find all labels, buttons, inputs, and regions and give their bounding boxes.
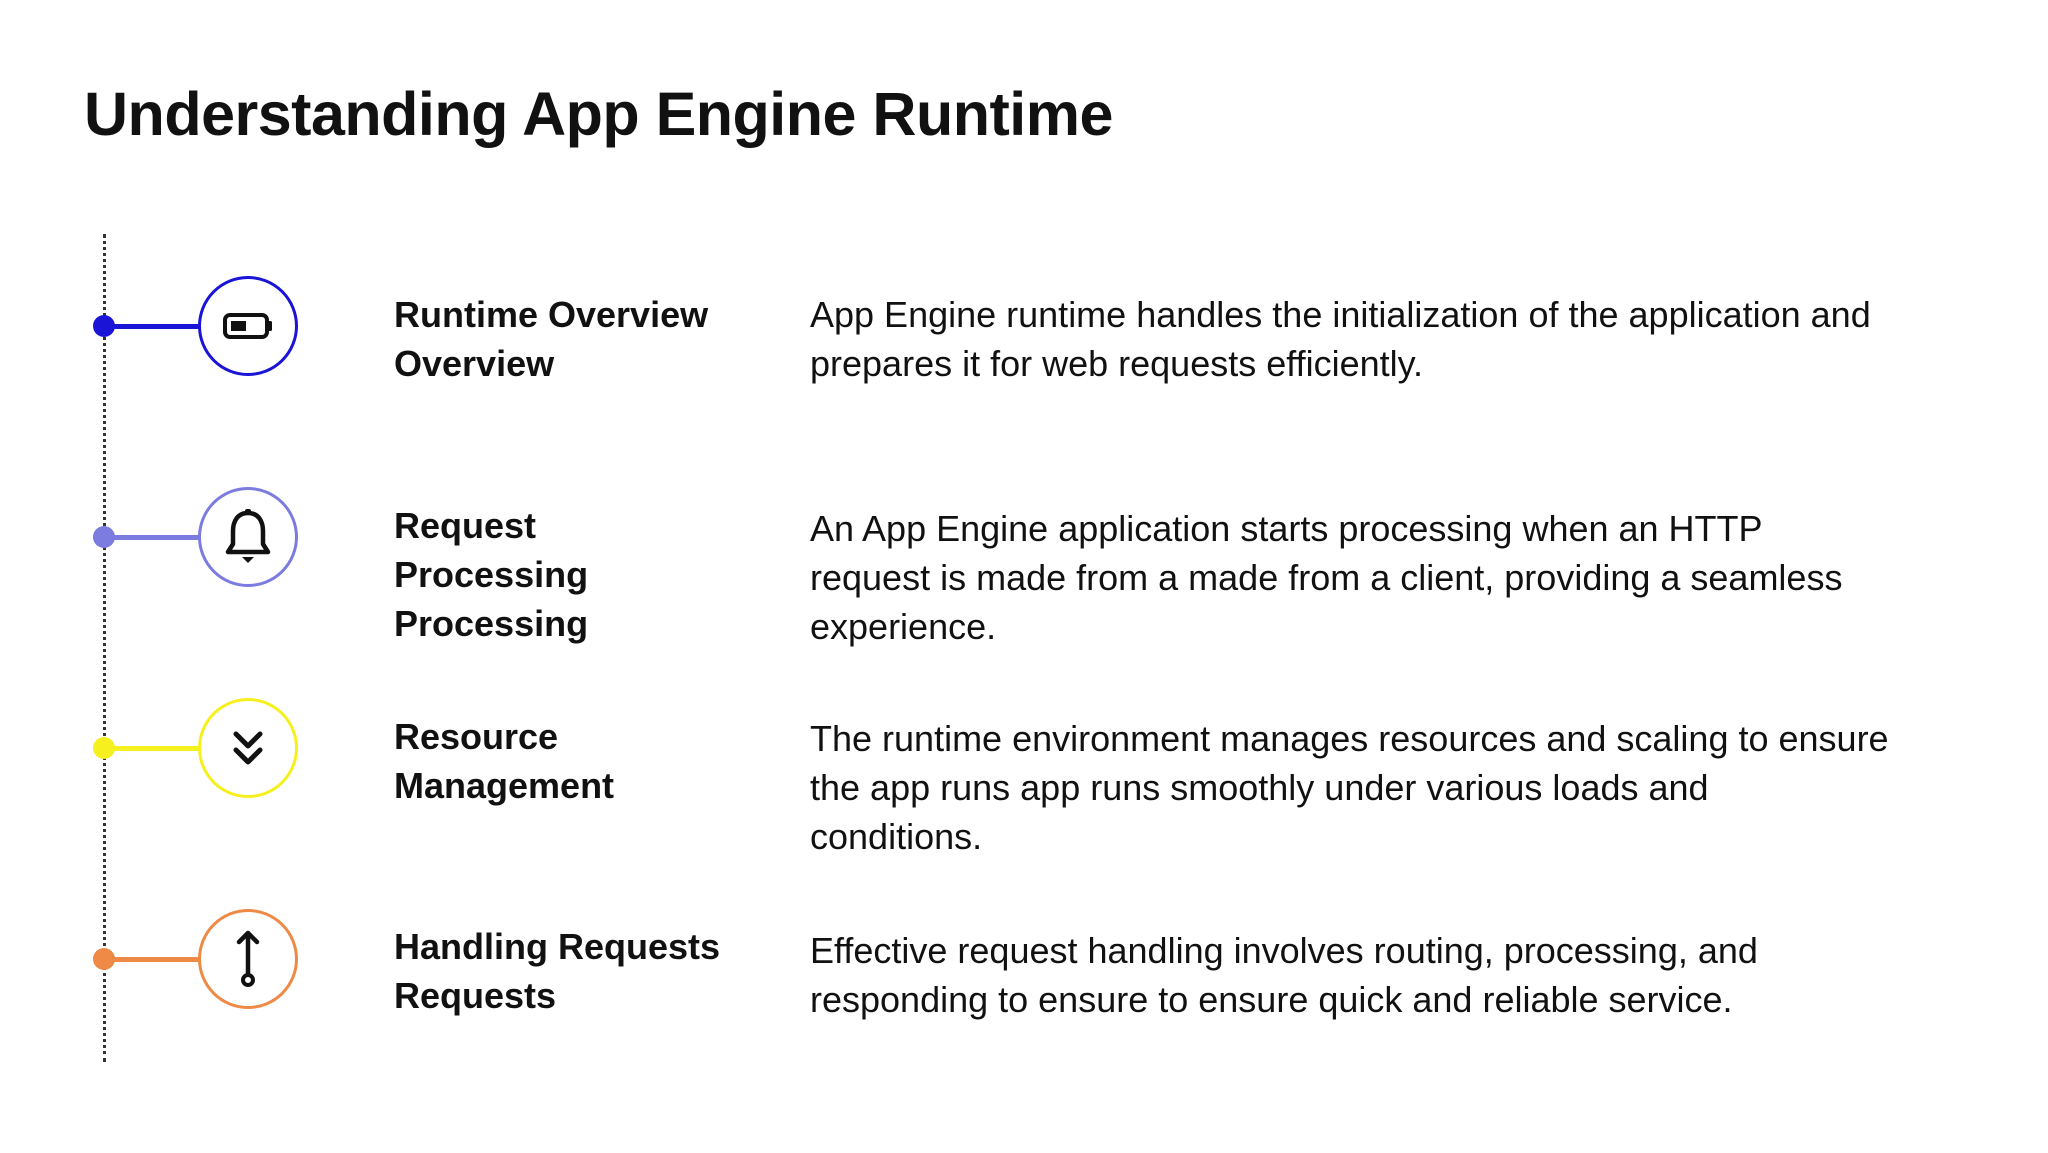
step-2-icon-circle bbox=[198, 487, 298, 587]
double-chevron-down-icon bbox=[230, 728, 266, 768]
step-4-connector bbox=[104, 957, 200, 962]
step-1-icon-circle bbox=[198, 276, 298, 376]
step-1-connector bbox=[104, 324, 200, 329]
step-3-connector bbox=[104, 746, 200, 751]
step-3-dot bbox=[93, 737, 115, 759]
step-3-description: The runtime environment manages resources and scaling to ensure the app runs app runs smoothly under various loads and conditions. bbox=[810, 718, 1889, 857]
step-2-connector bbox=[104, 535, 200, 540]
battery-icon bbox=[221, 310, 275, 342]
step-1-dot bbox=[93, 315, 115, 337]
step-2-title: Request Processing Processing bbox=[394, 505, 589, 644]
step-3-title: Resource Management bbox=[394, 716, 615, 806]
step-1-title: Runtime Overview Overview bbox=[394, 294, 709, 384]
step-1-description: App Engine runtime handles the initialization of the application and prepares it for web requests efficiently. bbox=[810, 294, 1871, 384]
step-3-icon-circle bbox=[198, 698, 298, 798]
step-4-icon-circle bbox=[198, 909, 298, 1009]
timeline-axis bbox=[103, 234, 106, 1062]
bell-icon bbox=[223, 508, 273, 566]
step-4-dot bbox=[93, 948, 115, 970]
step-4-description: Effective request handling involves routing, processing, and responding to ensure to ensure quick and reliable service. bbox=[810, 930, 1758, 1020]
vertical-arrow-icon bbox=[233, 930, 263, 988]
step-2-dot bbox=[93, 526, 115, 548]
step-2-description: An App Engine application starts processing when an HTTP request is made from a made from a client, providing a seamless experience. bbox=[810, 508, 1843, 647]
step-4-title: Handling Requests Requests bbox=[394, 926, 721, 1016]
page-title: Understanding App Engine Runtime bbox=[84, 80, 1113, 148]
